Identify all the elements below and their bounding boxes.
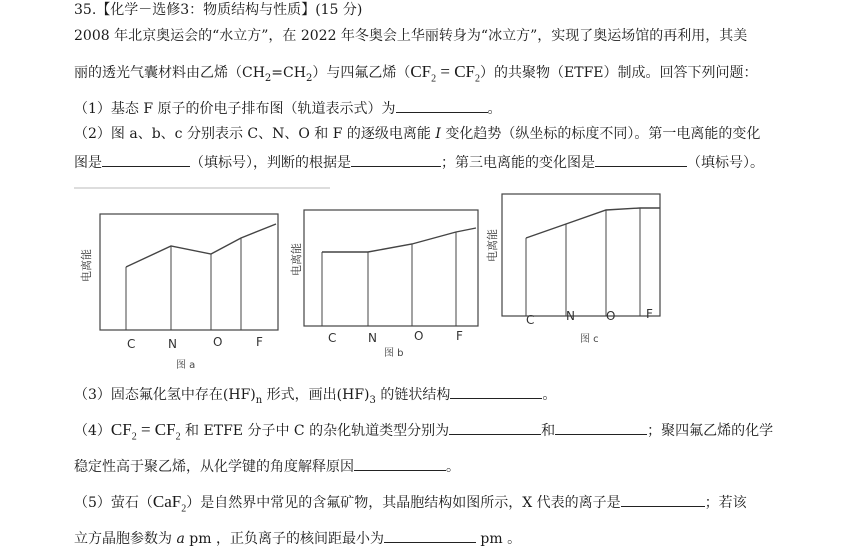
q2-reason-blank[interactable] [351,152,441,167]
q5-text-1a: （5）萤石（ [74,495,153,511]
formula-part: = CF [436,62,476,81]
q1-text: （1）基态 F 原子的价电子排布图（轨道表示式）为 [74,101,396,117]
chart-a-caption: 图 a [176,360,196,371]
tfe-formula [410,62,481,85]
chart-b-tick: C [328,331,337,345]
subscript: 2 [181,503,187,515]
question-score: (15 分) [315,2,363,18]
question-header [74,0,362,20]
subscript: 2 [475,73,481,85]
q2-variable: I [435,126,441,142]
intro-text-2c: ）与四氟乙烯（ [312,65,411,81]
q3-text-c: 的链状结构 [375,387,451,403]
q1-end: 。 [487,101,502,117]
chart-a-tick: N [168,337,177,351]
chart-c-tick: N [566,309,575,323]
formula-part: CF [110,420,132,439]
q4-line-1 [74,420,773,447]
q4-end: 。 [446,459,460,475]
chart-a-tick: C [127,337,136,351]
intro-text-2a: 丽的透光气囊材料由乙烯（CH [74,65,265,81]
bracket-open: 【 [96,2,111,18]
chart-c-tick: O [606,309,616,323]
chart-c-tick: C [526,313,535,327]
question-number: 35. [74,2,97,18]
q5-text-2c: pm 。 [475,531,522,547]
q2-text-2c: ；第三电离能的变化图是 [441,155,595,171]
q5-text-1b: ）是自然界中常见的含氟矿物，其晶胞结构如图所示，X 代表的离子是 [186,495,621,511]
q1-answer-blank[interactable] [396,98,488,113]
q5-text-1c: ；若该 [704,495,747,511]
formula-part: CF [410,62,432,81]
q4-text-2a: 稳定性高于聚乙烯，从化学键的角度解释原因 [74,459,354,475]
q2-line-1 [74,124,760,144]
q5-ion-blank[interactable] [621,492,705,507]
q5-distance-blank[interactable] [384,528,476,543]
q5-line-1 [74,492,747,519]
ionization-energy-figure [0,180,865,380]
q5-text-2a: 立方晶胞参数为 [74,531,177,547]
chart-b-ylabel: 电离能 [290,243,303,276]
q3-text-b: 形式，画出(HF) [262,387,370,403]
chart-a-ylabel: 电离能 [80,249,93,282]
q4-reason-blank[interactable] [354,456,446,471]
chart-a-tick: F [256,335,263,349]
chart-c-caption: 图 c [580,334,599,345]
subscript: n [255,394,263,406]
q5-text-2b: pm ，正负离子的核间距最小为 [184,531,384,547]
intro-text-2d: ）的共聚物（ETFE）制成。回答下列问题： [480,65,758,81]
q3-end: 。 [542,387,557,403]
q3-line [74,384,556,411]
q3-text-a: （3）固态氟化氢中存在(HF) [74,387,256,403]
chart-panel-c [485,194,660,345]
q2-text-2a: 图是 [74,155,102,171]
q2-text-2d: （填标号）。 [687,155,764,171]
caf2-formula [152,492,187,515]
formula-part: CaF [152,492,182,511]
q4-hybrid-blank-1[interactable] [449,420,541,435]
q5-variable: a [176,531,185,547]
subscript: 3 [369,394,376,406]
subscript: 2 [305,72,313,84]
q2-third-ie-blank[interactable] [595,152,687,167]
q1-line [74,98,502,119]
subscript: 2 [175,431,181,443]
chart-b-tick: F [456,329,463,343]
q2-line-2 [74,152,764,173]
q4-hybrid-blank-2[interactable] [555,420,647,435]
q5-line-2 [74,528,521,549]
chart-b-caption: 图 b [384,348,404,359]
formula-part: = CF [136,420,176,439]
q4-text-1b: 和 ETFE 分子中 C 的杂化轨道类型分别为 [180,423,450,439]
subscript: 2 [131,431,137,443]
chart-panel-b [289,210,478,359]
intro-line-1 [74,26,747,46]
q2-first-ie-blank[interactable] [102,152,190,167]
q4-text-1d: ；聚四氟乙烯的化学 [647,423,774,439]
chart-c-ylabel: 电离能 [486,229,499,262]
q4-text-1a: （4） [74,423,111,439]
chart-b-tick: O [414,329,424,343]
subscript: 2 [264,72,272,84]
tfe-formula [110,420,181,443]
subscript: 2 [431,73,437,85]
q2-text-1b: 变化趋势（纵坐标的标度不同）。第一电离能的变化 [440,126,761,142]
intro-text-1: 2008 年北京奥运会的“水立方”，在 2022 年冬奥会上华丽转身为“冰立方”，实现了奥运场馆的再利用，其美 [74,28,748,44]
q2-text-1a: （2）图 a、b、c 分别表示 C、N、O 和 F 的逐级电离能 [74,126,436,142]
q3-answer-blank[interactable] [450,384,542,399]
q2-text-2b: （填标号），判断的根据是 [190,155,351,171]
chart-c-tick: F [646,307,653,321]
chart-b-tick: N [368,331,377,345]
intro-text-2b: =CH [271,65,306,81]
intro-line-2 [74,62,758,89]
bracket-close: 】 [301,2,316,18]
q4-line-2 [74,456,460,477]
chart-panel-a [79,214,278,371]
question-title: 化学－选修3：物质结构与性质 [110,2,302,18]
q4-text-1c: 和 [541,423,556,439]
chart-a-tick: O [213,335,223,349]
